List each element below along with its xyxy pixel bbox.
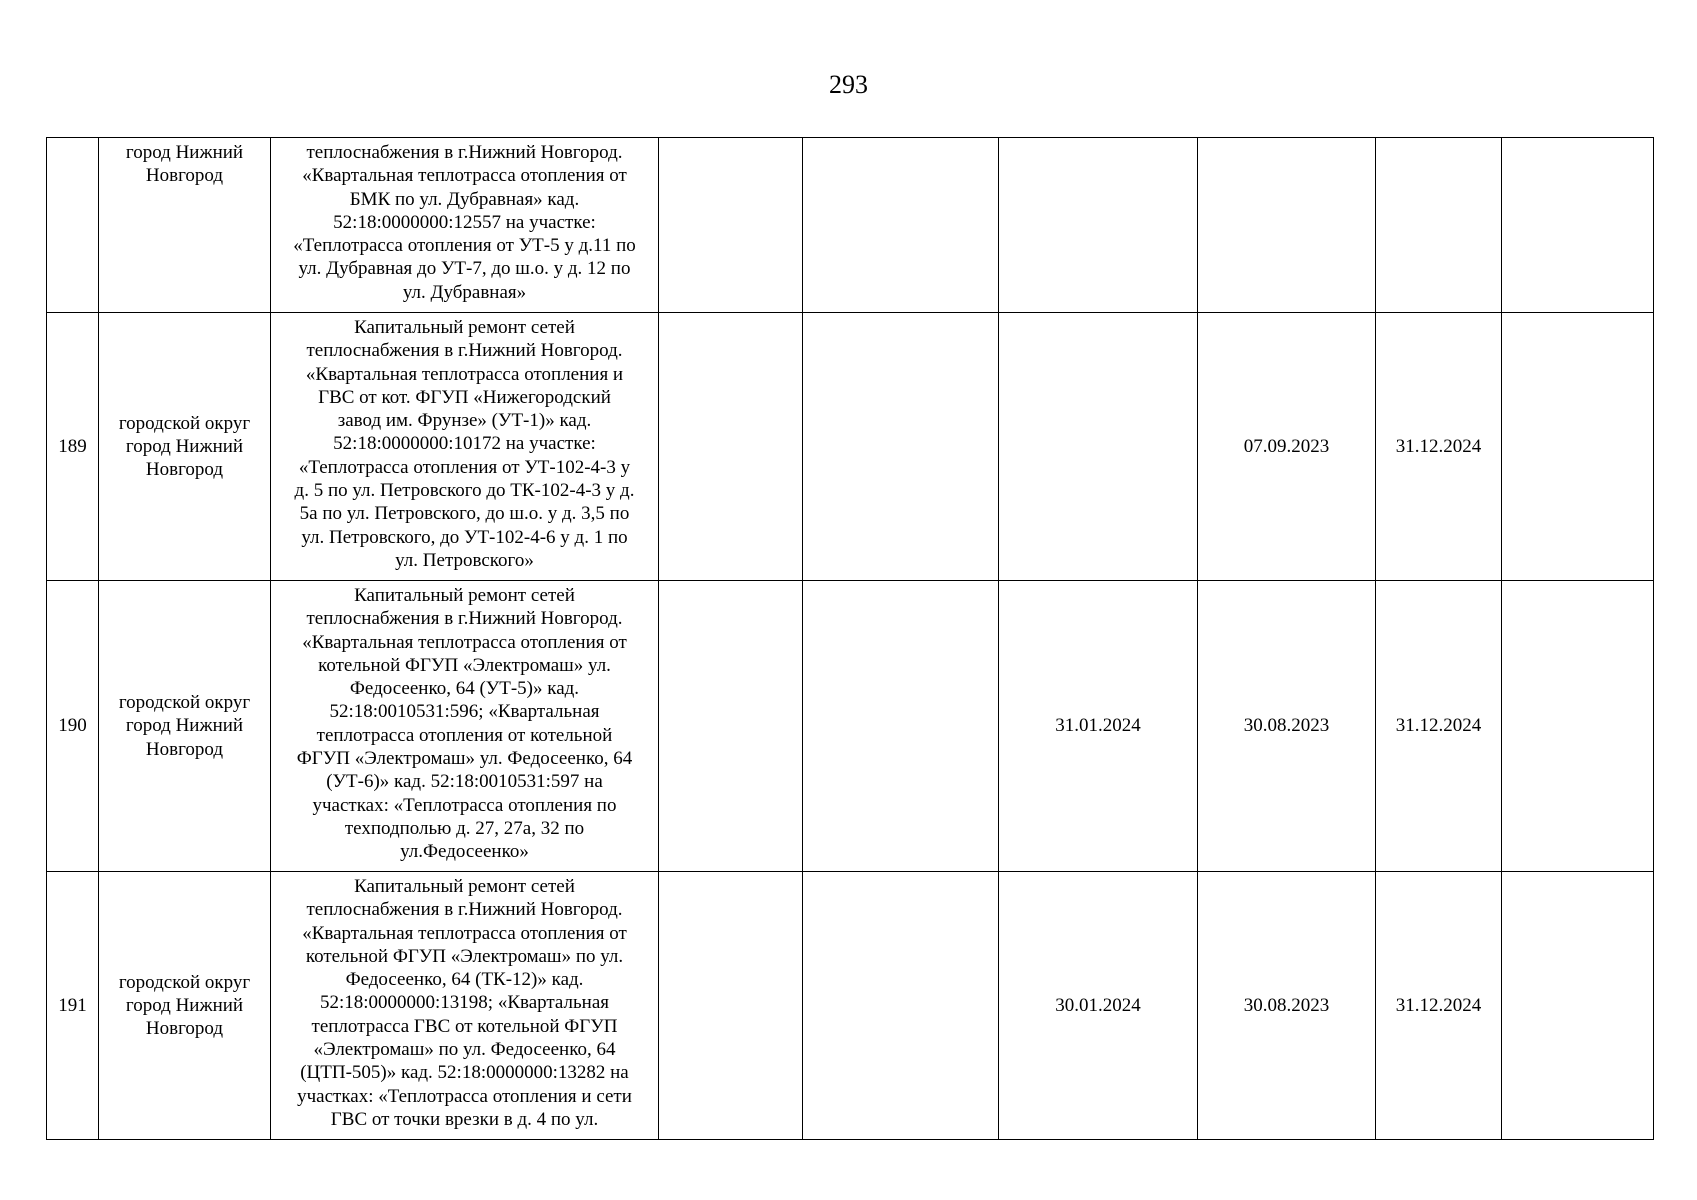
column-7-cell [1198,138,1376,313]
column-5-cell [803,138,999,313]
column-4-cell [659,313,803,581]
column-9-cell [1502,313,1654,581]
column-4-cell [659,872,803,1140]
column-8-cell: 31.12.2024 [1376,872,1502,1140]
column-6-cell [999,138,1198,313]
column-9-cell [1502,872,1654,1140]
row-number-cell: 189 [47,313,99,581]
page-number: 293 [829,70,868,99]
column-4-cell [659,138,803,313]
column-9-cell [1502,138,1654,313]
row-number-cell: 190 [47,581,99,872]
table-row [47,581,1654,872]
column-7-cell: 30.08.2023 [1198,872,1376,1140]
column-6-cell: 30.01.2024 [999,872,1198,1140]
municipality-cell: городской округ город Нижний Новгород [99,581,271,872]
registry-table [46,137,1654,1140]
column-8-cell: 31.12.2024 [1376,313,1502,581]
table-row [47,872,1654,1140]
column-7-cell: 30.08.2023 [1198,581,1376,872]
column-8-cell: 31.12.2024 [1376,581,1502,872]
row-number-cell [47,138,99,313]
municipality-cell: городской округ город Нижний Новгород [99,313,271,581]
column-5-cell [803,581,999,872]
column-8-cell [1376,138,1502,313]
table-row [47,138,1654,313]
description-cell: Капитальный ремонт сетей теплоснабжения в г.Нижний Новгород. «Квартальная теплотрасса отопления от котельной ФГУП «Электромаш» ул. Федосеенко, 64 (УТ-5)» кад. 52:18:0010531:596; «Квартальная теплотрасса отопления от котельной ФГУП «Электромаш» ул. Федосеенко, 64 (УТ-6)» кад. 52:18:0010531:597 на участках: «Теплотрасса отопления по техподполью д. 27, 27а, 32 по ул.Федосеенко» [271,581,659,872]
column-5-cell [803,313,999,581]
column-7-cell: 07.09.2023 [1198,313,1376,581]
description-cell: теплоснабжения в г.Нижний Новгород. «Квартальная теплотрасса отопления от БМК по ул. Дубравная» кад. 52:18:0000000:12557 на участке: «Теплотрасса отопления от УТ-5 у д.11 по ул. Дубравная до УТ-7, до ш.о. у д. 12 по ул. Дубравная» [271,138,659,313]
column-6-cell: 31.01.2024 [999,581,1198,872]
description-cell: Капитальный ремонт сетей теплоснабжения в г.Нижний Новгород. «Квартальная теплотрасса отопления и ГВС от кот. ФГУП «Нижегородский завод им. Фрунзе» (УТ-1)» кад. 52:18:0000000:10172 на участке: «Теплотрасса отопления от УТ-102-4-3 у д. 5 по ул. Петровского до ТК-102-4-3 у д. 5а по ул. Петровского, до ш.о. у д. 3,5 по ул. Петровского, до УТ-102-4-6 у д. 1 по ул. Петровского» [271,313,659,581]
municipality-cell: городской округ город Нижний Новгород [99,872,271,1140]
table-row [47,313,1654,581]
column-5-cell [803,872,999,1140]
row-number-cell: 191 [47,872,99,1140]
column-9-cell [1502,581,1654,872]
municipality-cell: город Нижний Новгород [99,138,271,313]
column-6-cell [999,313,1198,581]
column-4-cell [659,581,803,872]
description-cell: Капитальный ремонт сетей теплоснабжения в г.Нижний Новгород. «Квартальная теплотрасса отопления от котельной ФГУП «Электромаш» по ул. Федосеенко, 64 (ТК-12)» кад. 52:18:0000000:13198; «Квартальная теплотрасса ГВС от котельной ФГУП «Электромаш» по ул. Федосеенко, 64 (ЦТП-505)» кад. 52:18:0000000:13282 на участках: «Теплотрасса отопления и сети ГВС от точки врезки в д. 4 по ул. [271,872,659,1140]
